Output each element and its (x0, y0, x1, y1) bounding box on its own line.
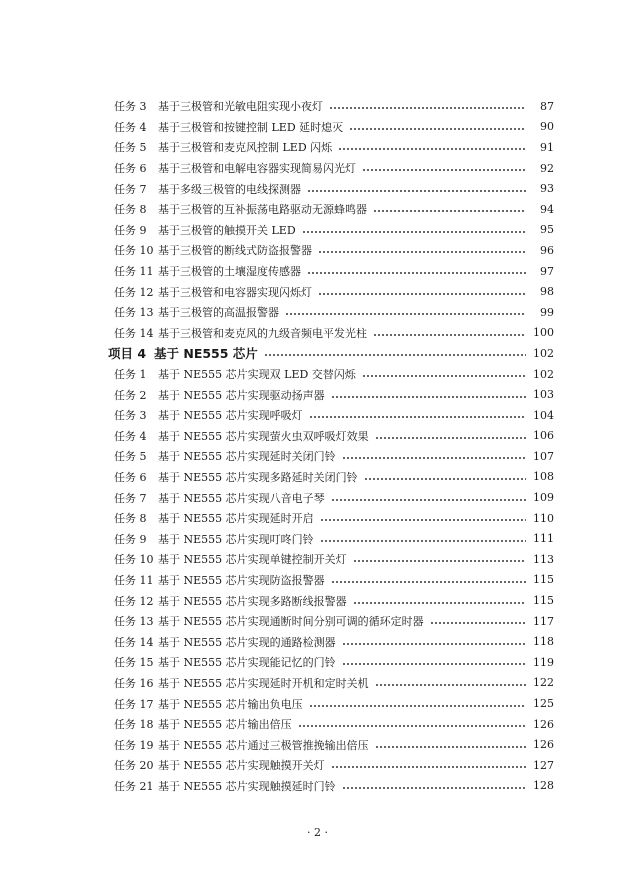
toc-entry-number: 任务 21 (114, 779, 154, 793)
toc-entry-title: 基于 NE555 芯片输出负电压 (158, 697, 303, 711)
toc-entry-page: 98 (540, 285, 554, 299)
toc-entry (108, 755, 554, 776)
toc-entry-page: 100 (533, 326, 554, 340)
toc-entry (108, 426, 554, 447)
toc-entry-page: 119 (533, 655, 554, 669)
toc-entry-title: 基于 NE555 芯片实现呼吸灯 (158, 409, 303, 423)
toc-entry-page: 125 (533, 697, 554, 711)
dot-leader (298, 718, 526, 730)
toc-entry (108, 487, 554, 508)
toc-entry-number: 任务 16 (114, 676, 154, 690)
toc-entry-title: 基于三极管和按键控制 LED 延时熄灭 (158, 120, 344, 134)
toc-entry-title: 基于 NE555 芯片实现单键控制开关灯 (158, 553, 347, 567)
dot-leader (264, 347, 526, 359)
toc-entry (108, 281, 554, 302)
toc-entry-page: 92 (540, 161, 554, 175)
dot-leader (320, 512, 526, 524)
toc-entry (108, 137, 554, 158)
toc-entry-number: 任务 4 (114, 120, 147, 134)
toc-entry-number: 任务 6 (114, 470, 147, 484)
toc-entry-page: 91 (540, 140, 554, 154)
toc-entry-title: 基于 NE555 芯片实现触摸延时门铃 (158, 779, 336, 793)
toc-entry-number: 任务 10 (114, 553, 154, 567)
toc-entry-number: 任务 9 (114, 223, 147, 237)
toc-entry-number: 任务 5 (114, 450, 147, 464)
dot-leader (302, 224, 526, 236)
dot-leader (309, 409, 526, 421)
toc-entry-number: 任务 13 (114, 306, 154, 320)
dot-leader (349, 121, 526, 133)
toc-entry (108, 570, 554, 591)
toc-entry-number: 任务 12 (114, 594, 154, 608)
dot-leader (342, 780, 526, 792)
toc-entry-page: 109 (533, 491, 554, 505)
toc-entry-title: 基于 NE555 芯片实现延时开启 (158, 512, 314, 526)
toc-entry (108, 117, 554, 138)
toc-entry-page: 102 (533, 367, 554, 381)
toc-entry-page: 118 (533, 635, 554, 649)
toc-entry-title: 基于 NE555 芯片输出倍压 (158, 718, 292, 732)
toc-entry-title: 基于三极管和电容器实现闪烁灯 (158, 285, 312, 299)
toc-entry-number: 任务 1 (114, 368, 147, 382)
toc-entry (108, 261, 554, 282)
toc-entry-page: 111 (533, 532, 554, 546)
dot-leader (353, 595, 526, 607)
toc-entry-number: 任务 7 (114, 182, 147, 196)
dot-leader (342, 656, 526, 668)
dot-leader (362, 368, 526, 380)
toc-entry-number: 任务 13 (114, 615, 154, 629)
toc-entry (108, 302, 554, 323)
toc-entry-title: 基于三极管和麦克风的九级音频电平发光柱 (158, 326, 367, 340)
toc-entry (108, 158, 554, 179)
toc-entry-page: 87 (540, 99, 554, 113)
toc-entry-number: 任务 2 (114, 388, 147, 402)
toc-entry-title: 基于 NE555 芯片实现叮咚门铃 (158, 532, 314, 546)
toc-entry-number: 任务 18 (114, 718, 154, 732)
toc-entry-number: 任务 17 (114, 697, 154, 711)
toc-entry-page: 127 (533, 758, 554, 772)
toc-entry-title: 基于 NE555 芯片实现多路断线报警器 (158, 594, 347, 608)
toc-entry-number: 项目 4 (108, 346, 147, 362)
toc-entry-title: 基于 NE555 芯片实现延时关闭门铃 (158, 450, 336, 464)
toc-entry-title: 基于三极管和电解电容器实现简易闪光灯 (158, 162, 356, 176)
toc-entry-number: 任务 14 (114, 635, 154, 649)
toc-entry (108, 673, 554, 694)
toc-entry (108, 96, 554, 117)
toc-entry-title: 基于 NE555 芯片实现能记忆的门铃 (158, 656, 336, 670)
toc-entry-title: 基于 NE555 芯片实现触摸开关灯 (158, 759, 325, 773)
table-of-contents (108, 96, 554, 796)
toc-entry-title: 基于三极管的高温报警器 (158, 306, 279, 320)
toc-entry-number: 任务 5 (114, 141, 147, 155)
dot-leader (430, 615, 526, 627)
toc-project-heading (108, 343, 554, 364)
toc-entry-title: 基于 NE555 芯片实现驱动扬声器 (158, 388, 325, 402)
dot-leader (309, 698, 526, 710)
toc-entry (108, 734, 554, 755)
toc-entry-title: 基于 NE555 芯片实现八音电子琴 (158, 491, 325, 505)
toc-entry (108, 220, 554, 241)
toc-entry-title: 基于 NE555 芯片实现多路延时关闭门铃 (158, 470, 358, 484)
toc-entry (108, 549, 554, 570)
toc-entry-number: 任务 8 (114, 203, 147, 217)
toc-entry-title: 基于三极管和光敏电阻实现小夜灯 (158, 100, 323, 114)
toc-entry-title: 基于 NE555 芯片实现防盗报警器 (158, 573, 325, 587)
dot-leader (331, 574, 526, 586)
toc-entry-page: 126 (533, 717, 554, 731)
toc-entry-title: 基于 NE555 芯片通过三极管推挽输出倍压 (158, 738, 369, 752)
dot-leader (318, 286, 526, 298)
dot-leader (285, 306, 526, 318)
toc-entry-title: 基于 NE555 芯片实现通断时间分别可调的循环定时器 (158, 615, 424, 629)
dot-leader (373, 203, 526, 215)
dot-leader (338, 141, 526, 153)
toc-entry-number: 任务 10 (114, 244, 154, 258)
dot-leader (342, 636, 526, 648)
toc-entry-page: 103 (533, 388, 554, 402)
toc-entry-page: 93 (540, 182, 554, 196)
toc-entry-number: 任务 6 (114, 162, 147, 176)
toc-entry-number: 任务 20 (114, 759, 154, 773)
toc-entry (108, 528, 554, 549)
toc-entry-page: 95 (540, 223, 554, 237)
toc-entry-number: 任务 8 (114, 512, 147, 526)
toc-entry-page: 96 (540, 243, 554, 257)
toc-entry-page: 90 (540, 120, 554, 134)
toc-entry-page: 115 (533, 573, 554, 587)
page-number: · 2 · (307, 826, 328, 839)
dot-leader (331, 389, 526, 401)
toc-entry (108, 611, 554, 632)
toc-entry-title: 基于三极管的土壤湿度传感器 (158, 265, 301, 279)
toc-entry-number: 任务 15 (114, 656, 154, 670)
dot-leader (353, 553, 526, 565)
toc-entry-page: 104 (533, 408, 554, 422)
dot-leader (375, 739, 526, 751)
dot-leader (331, 492, 526, 504)
toc-entry (108, 240, 554, 261)
toc-entry (108, 446, 554, 467)
toc-entry (108, 776, 554, 797)
toc-entry-number: 任务 14 (114, 326, 154, 340)
toc-entry-number: 任务 11 (114, 265, 154, 279)
toc-entry-number: 任务 3 (114, 100, 147, 114)
toc-entry-title: 基于 NE555 芯片实现延时开机和定时关机 (158, 676, 369, 690)
toc-entry (108, 693, 554, 714)
toc-entry-number: 任务 4 (114, 429, 147, 443)
toc-entry-page: 102 (533, 346, 554, 360)
toc-entry-page: 94 (540, 202, 554, 216)
dot-leader (373, 327, 526, 339)
dot-leader (320, 533, 526, 545)
dot-leader (362, 162, 526, 174)
toc-entry-title: 基于 NE555 芯片实现的通路检测器 (158, 635, 336, 649)
toc-entry (108, 508, 554, 529)
toc-entry-title: 基于 NE555 芯片实现双 LED 交替闪烁 (158, 368, 356, 382)
dot-leader (375, 430, 526, 442)
toc-entry-page: 126 (533, 738, 554, 752)
toc-entry (108, 364, 554, 385)
toc-entry-number: 任务 7 (114, 491, 147, 505)
toc-entry-number: 任务 11 (114, 573, 154, 587)
dot-leader (364, 471, 526, 483)
toc-entry-page: 128 (533, 779, 554, 793)
toc-entry-page: 99 (540, 305, 554, 319)
toc-entry-page: 106 (533, 429, 554, 443)
toc-entry-page: 115 (533, 594, 554, 608)
dot-leader (307, 183, 526, 195)
toc-entry-page: 122 (533, 676, 554, 690)
dot-leader (307, 265, 526, 277)
toc-entry-number: 任务 12 (114, 285, 154, 299)
dot-leader (331, 759, 526, 771)
toc-entry-title: 基于多级三极管的电线探测器 (158, 182, 301, 196)
toc-entry-number: 任务 19 (114, 738, 154, 752)
dot-leader (375, 677, 526, 689)
toc-entry-title: 基于三极管的断线式防盗报警器 (158, 244, 312, 258)
toc-entry-page: 117 (533, 614, 554, 628)
toc-entry (108, 714, 554, 735)
toc-entry-page: 97 (540, 264, 554, 278)
toc-entry (108, 178, 554, 199)
toc-entry (108, 199, 554, 220)
toc-entry-page: 113 (533, 552, 554, 566)
toc-entry (108, 323, 554, 344)
toc-entry-number: 任务 9 (114, 532, 147, 546)
toc-entry-page: 108 (533, 470, 554, 484)
toc-entry-title: 基于 NE555 芯片实现萤火虫双呼吸灯效果 (158, 429, 369, 443)
toc-entry-number: 任务 3 (114, 409, 147, 423)
toc-entry-page: 110 (533, 511, 554, 525)
dot-leader (318, 244, 526, 256)
toc-entry-title: 基于三极管和麦克风控制 LED 闪烁 (158, 141, 333, 155)
dot-leader (329, 100, 526, 112)
toc-entry-title: 基于三极管的互补振荡电路驱动无源蜂鸣器 (158, 203, 367, 217)
toc-entry (108, 384, 554, 405)
toc-entry (108, 652, 554, 673)
toc-entry-title: 基于 NE555 芯片 (154, 346, 258, 362)
toc-entry (108, 405, 554, 426)
toc-entry-page: 107 (533, 449, 554, 463)
toc-entry-title: 基于三极管的触摸开关 LED (158, 223, 296, 237)
toc-entry (108, 590, 554, 611)
dot-leader (342, 450, 526, 462)
toc-entry (108, 631, 554, 652)
toc-entry (108, 467, 554, 488)
